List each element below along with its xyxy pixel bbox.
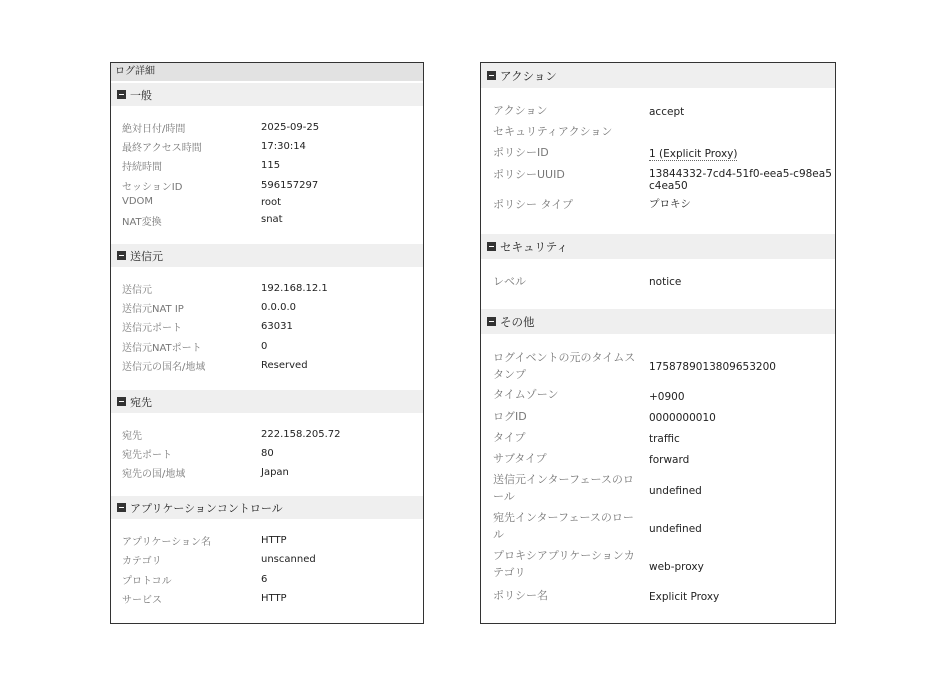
- collapse-icon[interactable]: [487, 71, 496, 80]
- section-header-security[interactable]: [481, 234, 835, 259]
- field-label: ログイベントの元のタイムスタンプ: [493, 351, 636, 381]
- section-header-action[interactable]: [481, 63, 835, 88]
- field-label: 持続時間: [122, 162, 162, 173]
- field-value: 17:30:14: [261, 141, 306, 152]
- field-value[interactable]: 1 (Explicit Proxy): [649, 148, 738, 160]
- field-label: アクション: [493, 104, 548, 117]
- field-label: 最終アクセス時間: [122, 143, 202, 154]
- field-value: 0.0.0.0: [261, 302, 296, 313]
- section-title: 送信元: [130, 249, 163, 263]
- collapse-icon[interactable]: [487, 317, 496, 326]
- field-label: 送信元の国名/地域: [122, 362, 206, 373]
- section-header-source[interactable]: [111, 244, 423, 267]
- log-details-panel: [110, 62, 424, 624]
- field-value: 115: [261, 160, 281, 171]
- field-value: traffic: [649, 433, 680, 445]
- field-label: セキュリティアクション: [493, 125, 613, 138]
- field-value: forward: [649, 454, 690, 466]
- field-label: アプリケーション名: [122, 537, 211, 548]
- field-value: 0000000010: [649, 412, 716, 424]
- field-label: 送信元: [122, 285, 152, 296]
- field-label: ポリシーUUID: [493, 168, 565, 181]
- field-value: notice: [649, 276, 682, 288]
- field-label: 宛先ポート: [122, 450, 172, 461]
- field-value: 596157297: [261, 180, 319, 191]
- field-value: 6: [261, 574, 268, 585]
- panel-title: ログ詳細: [111, 63, 423, 81]
- field-label: 宛先の国/地域: [122, 469, 186, 480]
- field-value: HTTP: [261, 593, 287, 604]
- field-label: 宛先インターフェースのロール: [493, 511, 634, 541]
- field-label: タイムゾーン: [493, 388, 559, 401]
- field-label: カテゴリ: [122, 556, 162, 567]
- field-value: snat: [261, 214, 283, 225]
- field-label: 送信元インターフェースのロール: [493, 473, 634, 503]
- field-label: ポリシーID: [493, 146, 549, 159]
- collapse-icon[interactable]: [117, 503, 126, 512]
- field-value: +0900: [649, 391, 685, 403]
- field-value: root: [261, 197, 282, 208]
- field-value: 192.168.12.1: [261, 283, 328, 294]
- field-value: Reserved: [261, 360, 308, 371]
- field-label: NAT変換: [122, 217, 162, 228]
- collapse-icon[interactable]: [487, 242, 496, 251]
- field-value: unscanned: [261, 554, 316, 565]
- field-value: 63031: [261, 321, 293, 332]
- field-value: HTTP: [261, 535, 287, 546]
- field-value: 80: [261, 448, 274, 459]
- section-header-destination[interactable]: [111, 390, 423, 413]
- field-label: 宛先: [122, 431, 142, 442]
- field-label: プロキシアプリケーションカテゴリ: [493, 549, 635, 579]
- field-value: 2025-09-25: [261, 122, 320, 133]
- field-value: undefined: [649, 485, 702, 497]
- section-title: 一般: [130, 88, 152, 102]
- field-value: 1758789013809653200: [649, 361, 776, 373]
- section-header-other[interactable]: [481, 309, 835, 334]
- field-label: VDOM: [122, 196, 154, 207]
- field-label: レベル: [493, 275, 526, 288]
- section-header-general[interactable]: [111, 83, 423, 106]
- collapse-icon[interactable]: [117, 90, 126, 99]
- field-value: accept: [649, 106, 685, 118]
- field-value: 0: [261, 341, 268, 352]
- field-value: web-proxy: [649, 561, 704, 573]
- section-title: 宛先: [130, 395, 152, 409]
- log-details-panel-continued: [480, 62, 836, 624]
- field-value: Explicit Proxy: [649, 591, 720, 603]
- field-label: 絶対日付/時間: [122, 124, 186, 135]
- field-label: サブタイプ: [493, 452, 547, 465]
- field-label: セッションID: [122, 182, 183, 193]
- field-label: ログID: [493, 410, 527, 423]
- section-title: その他: [500, 314, 535, 329]
- field-label: ポリシー タイプ: [493, 198, 573, 211]
- field-label: タイプ: [493, 431, 526, 444]
- field-value: 13844332-7cd4-51f0-eea5-c98ea5c4ea50: [649, 168, 832, 192]
- field-value: 222.158.205.72: [261, 429, 341, 440]
- field-value: プロキシ: [649, 198, 691, 210]
- section-title: セキュリティ: [500, 239, 568, 254]
- section-title: アプリケーションコントロール: [130, 501, 283, 515]
- collapse-icon[interactable]: [117, 251, 126, 260]
- field-label: サービス: [122, 595, 162, 606]
- field-value: Japan: [261, 467, 289, 478]
- field-label: 送信元NAT IP: [122, 304, 184, 315]
- field-value: undefined: [649, 523, 702, 535]
- policy-id-link[interactable]: [649, 148, 833, 160]
- section-header-app-control[interactable]: [111, 496, 423, 519]
- field-label: 送信元ポート: [122, 323, 182, 334]
- field-label: プロトコル: [122, 576, 172, 587]
- field-label: ポリシー名: [493, 589, 548, 602]
- section-title: アクション: [500, 68, 557, 83]
- field-label: 送信元NATポート: [122, 343, 202, 354]
- collapse-icon[interactable]: [117, 397, 126, 406]
